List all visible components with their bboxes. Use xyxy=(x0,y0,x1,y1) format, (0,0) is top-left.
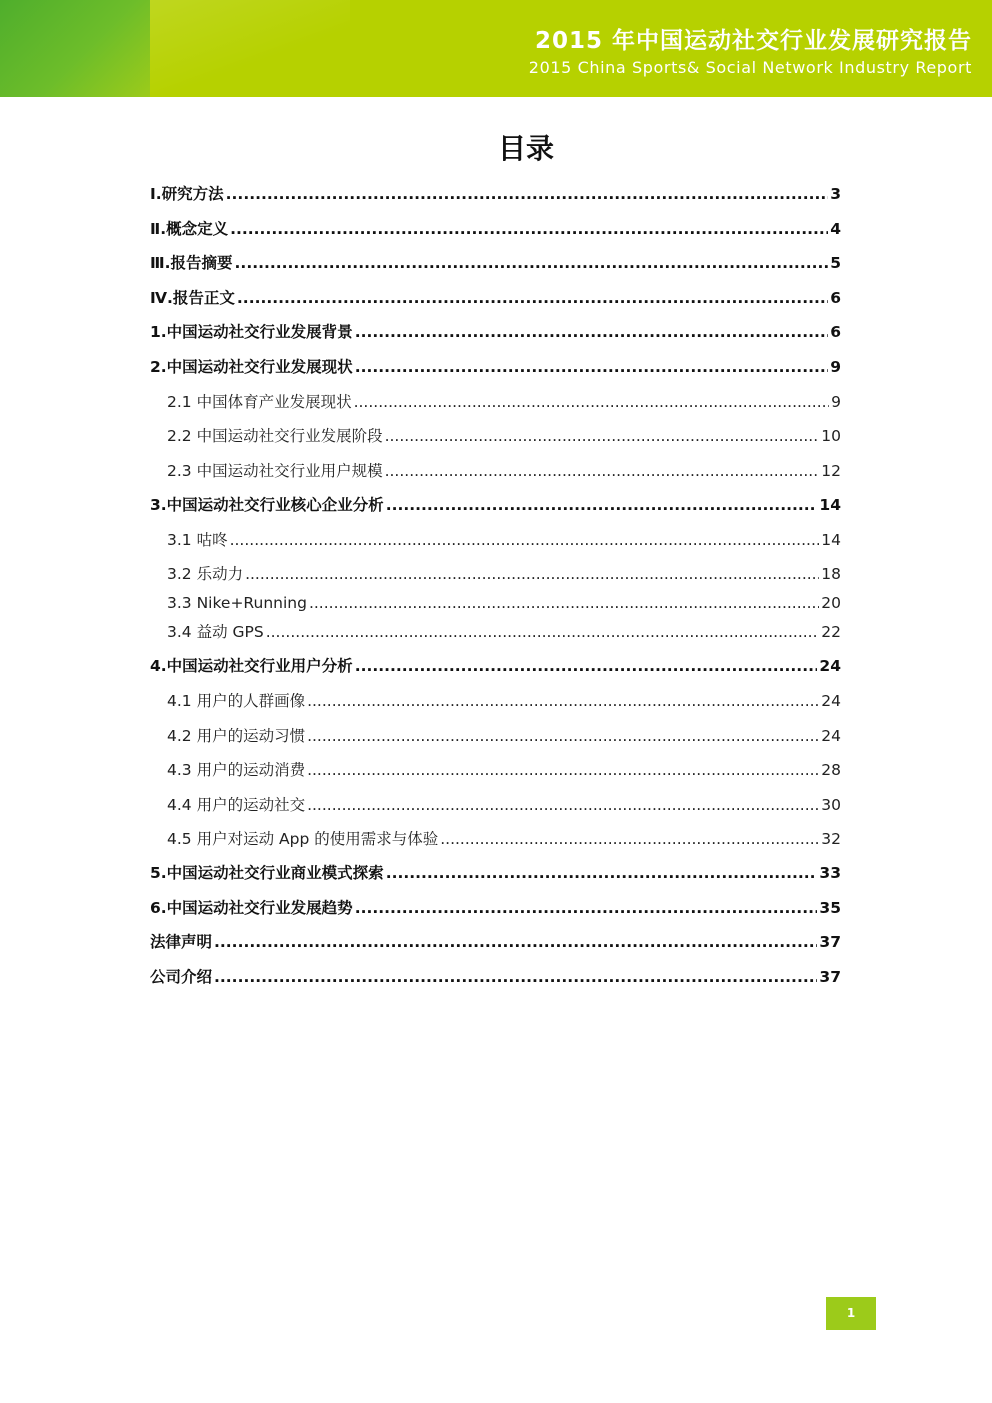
toc-entry-page: 14 xyxy=(821,531,841,549)
toc-entry-label: 4.中国运动社交行业用户分析 xyxy=(150,657,353,675)
toc-entry[interactable] xyxy=(150,930,841,954)
toc-entry[interactable] xyxy=(167,793,841,817)
toc-entry[interactable] xyxy=(150,320,841,344)
toc-entry[interactable] xyxy=(167,689,841,713)
toc-entry-page: 18 xyxy=(821,565,841,583)
toc-entry[interactable] xyxy=(167,724,841,748)
toc-entry[interactable] xyxy=(167,758,841,782)
toc-dot-leader xyxy=(386,861,818,885)
toc-title: 目录 xyxy=(497,132,554,165)
toc-entry-page: 10 xyxy=(821,427,841,445)
toc-entry-page: 4 xyxy=(830,220,841,238)
toc-entry[interactable] xyxy=(150,251,841,275)
toc-entry[interactable] xyxy=(150,355,841,379)
toc-entry-page: 24 xyxy=(819,657,841,675)
toc-entry-label: Ⅱ.概念定义 xyxy=(150,220,229,238)
toc-entry[interactable] xyxy=(167,562,841,586)
toc-entry-page: 14 xyxy=(819,496,841,514)
toc-entry-page: 30 xyxy=(821,796,841,814)
toc-entry-label: 4.3 用户的运动消费 xyxy=(167,761,306,779)
header-title: 2015 年中国运动社交行业发展研究报告 xyxy=(534,28,972,54)
toc-dot-leader xyxy=(355,320,829,344)
toc-entry-label: 4.1 用户的人群画像 xyxy=(167,692,306,710)
toc-entry-label: 3.2 乐动力 xyxy=(167,565,244,583)
toc-dot-leader xyxy=(355,355,829,379)
toc-dot-leader xyxy=(355,896,818,920)
toc-entry-label: 2.1 中国体育产业发展现状 xyxy=(167,393,352,411)
toc-entry-label: 2.2 中国运动社交行业发展阶段 xyxy=(167,427,383,445)
toc-entry-label: 3.4 益动 GPS xyxy=(167,623,264,641)
toc-dot-leader xyxy=(214,930,817,954)
toc-entry-page: 24 xyxy=(821,692,841,710)
toc-entry-page: 32 xyxy=(821,830,841,848)
toc-dot-leader xyxy=(355,654,818,678)
toc-entry[interactable] xyxy=(167,528,841,552)
toc-entry-page: 24 xyxy=(821,727,841,745)
toc-entry[interactable] xyxy=(167,390,841,414)
toc-entry-label: 2.中国运动社交行业发展现状 xyxy=(150,358,353,376)
toc-dot-leader xyxy=(307,724,819,748)
toc-entry[interactable] xyxy=(150,654,841,678)
toc-entry-label: 4.4 用户的运动社交 xyxy=(167,796,306,814)
toc-entry-label: 6.中国运动社交行业发展趋势 xyxy=(150,899,353,917)
header-stripe xyxy=(150,0,350,97)
toc-entry-page: 9 xyxy=(831,393,841,411)
report-header xyxy=(0,0,992,97)
toc-entry[interactable] xyxy=(150,182,841,206)
toc-dot-leader xyxy=(307,793,819,817)
toc-entry-page: 33 xyxy=(819,864,841,882)
toc-entry[interactable] xyxy=(150,217,841,241)
toc-entry-label: Ⅲ.报告摘要 xyxy=(150,254,233,272)
toc-entry-label: Ⅳ.报告正文 xyxy=(150,289,235,307)
toc-entry-page: 5 xyxy=(830,254,841,272)
toc-entry-label: 3.3 Nike+Running xyxy=(167,594,307,612)
page-number-badge: 1 xyxy=(826,1297,876,1330)
toc-dot-leader xyxy=(245,562,819,586)
toc-entry-label: 5.中国运动社交行业商业模式探索 xyxy=(150,864,384,882)
toc-dot-leader xyxy=(237,286,828,310)
header-accent-block xyxy=(0,0,150,97)
toc-entry[interactable] xyxy=(167,459,841,483)
toc-dot-leader xyxy=(266,620,820,644)
toc-entry-page: 37 xyxy=(819,968,841,986)
toc-entry-label: 4.2 用户的运动习惯 xyxy=(167,727,306,745)
toc-dot-leader xyxy=(235,251,829,275)
toc-dot-leader xyxy=(307,758,819,782)
toc-entry-page: 22 xyxy=(821,623,841,641)
toc-entry-label: 1.中国运动社交行业发展背景 xyxy=(150,323,353,341)
toc-dot-leader xyxy=(226,182,829,206)
toc-entry[interactable] xyxy=(150,286,841,310)
toc-entry[interactable] xyxy=(150,861,841,885)
toc-dot-leader xyxy=(385,459,820,483)
toc-dot-leader xyxy=(385,424,820,448)
toc-entry-label: 公司介绍 xyxy=(150,968,213,986)
toc-dot-leader xyxy=(440,827,819,851)
toc-entry-label: 3.1 咕咚 xyxy=(167,531,228,549)
toc-entry-page: 37 xyxy=(819,933,841,951)
toc-entry-page: 3 xyxy=(830,185,841,203)
toc-entry-page: 20 xyxy=(821,594,841,612)
toc-dot-leader xyxy=(386,493,818,517)
header-subtitle: 2015 China Sports& Social Network Industry Report xyxy=(528,58,972,77)
toc-dot-leader xyxy=(307,689,819,713)
toc-entry-label: Ⅰ.研究方法 xyxy=(150,185,224,203)
toc-entry-label: 3.中国运动社交行业核心企业分析 xyxy=(150,496,384,514)
toc-entry-label: 4.5 用户对运动 App 的使用需求与体验 xyxy=(167,830,439,848)
toc-entry[interactable] xyxy=(150,896,841,920)
toc-entry[interactable] xyxy=(150,493,841,517)
toc-entry-page: 35 xyxy=(819,899,841,917)
toc-entry-page: 28 xyxy=(821,761,841,779)
toc-entry-label: 2.3 中国运动社交行业用户规模 xyxy=(167,462,383,480)
toc-entry[interactable] xyxy=(167,827,841,851)
toc-dot-leader xyxy=(230,528,820,552)
toc-entry-page: 6 xyxy=(830,323,841,341)
toc-dot-leader xyxy=(214,965,817,989)
toc-entry-page: 9 xyxy=(830,358,841,376)
toc-entry[interactable] xyxy=(150,965,841,989)
toc-entry-page: 6 xyxy=(830,289,841,307)
toc-dot-leader xyxy=(230,217,828,241)
toc-entry-label: 法律声明 xyxy=(150,933,213,951)
toc-dot-leader xyxy=(354,390,830,414)
toc-dot-leader xyxy=(309,591,819,615)
toc-entry[interactable] xyxy=(167,620,841,644)
toc-entry[interactable] xyxy=(167,424,841,448)
toc-entry-page: 12 xyxy=(821,462,841,480)
toc-entry[interactable] xyxy=(167,591,841,615)
